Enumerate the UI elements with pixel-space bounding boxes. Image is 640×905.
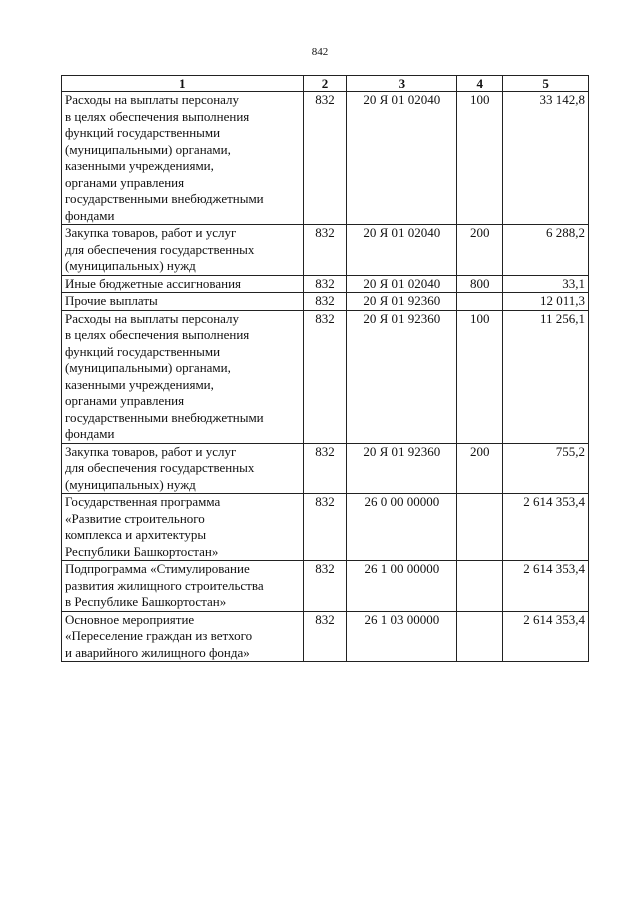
table-row [62,494,589,561]
expense-name-line: (муниципальных) нужд [65,258,196,273]
table-row [62,561,589,612]
expense-name-line: и аварийного жилищного фонда» [65,644,250,660]
header-col-2: 2 [303,76,347,92]
expense-name-line: государственными внебюджетными [65,191,264,206]
target-article-cell: 20 Я 01 92360 [347,293,457,311]
target-article-cell: 20 Я 01 02040 [347,92,457,225]
expense-name-line: функций государственными [65,125,221,140]
target-article-cell: 20 Я 01 92360 [347,443,457,494]
expense-name-cell [62,611,304,662]
expense-type-cell: 100 [457,310,503,443]
expense-type-cell: 200 [457,225,503,276]
expense-name-line: функций государственными [65,343,221,359]
expense-name-line: Закупка товаров, работ и услуг [65,225,237,240]
expense-name-cell [62,275,304,293]
ministry-code-cell: 832 [303,225,347,276]
amount-cell: 33 142,8 [503,92,589,225]
expense-name-line: Государственная программа [65,494,221,509]
amount-cell: 2 614 353,4 [503,561,589,612]
expense-name-line: Подпрограмма «Стимулирование [65,561,250,576]
expense-name-cell [62,443,304,494]
amount-cell: 11 256,1 [503,310,589,443]
target-article-cell: 20 Я 01 92360 [347,310,457,443]
expense-type-cell [457,561,503,612]
amount-cell: 12 011,3 [503,293,589,311]
table-body [62,92,589,662]
expense-name-line: казенными учреждениями, [65,376,214,392]
expense-name-line: Иные бюджетные ассигнования [65,275,242,291]
header-row [62,76,589,92]
expense-name-cell [62,225,304,276]
expense-type-cell [457,494,503,561]
table-row [62,225,589,276]
expense-name-cell [62,92,304,225]
expense-name-line: для обеспечения государственных [65,460,255,475]
budget-table [61,75,589,662]
expense-name-line: казенными учреждениями, [65,158,214,173]
table-row [62,293,589,311]
expense-type-cell: 200 [457,443,503,494]
ministry-code-cell: 832 [303,561,347,612]
header-col-3: 3 [347,76,457,92]
expense-name-cell [62,494,304,561]
expense-name-line: комплекса и архитектуры [65,527,207,542]
expense-name-cell [62,293,304,311]
ministry-code-cell: 832 [303,310,347,443]
header-col-5: 5 [503,76,589,92]
expense-name-line: «Развитие строительного [65,510,205,526]
expense-name-line: для обеспечения государственных [65,241,255,257]
expense-name-line: фондами [65,207,115,223]
amount-cell: 2 614 353,4 [503,611,589,662]
ministry-code-cell: 832 [303,293,347,311]
ministry-code-cell: 832 [303,443,347,494]
table-row [62,92,589,225]
expense-name-line: Закупка товаров, работ и услуг [65,443,237,459]
amount-cell: 755,2 [503,443,589,494]
expense-name-line: Расходы на выплаты персоналу [65,92,240,107]
expense-name-line: «Переселение граждан из ветхого [65,628,253,643]
expense-name-cell [62,561,304,612]
table-row [62,310,589,443]
table-row [62,275,589,293]
expense-name-line: в целях обеспечения выполнения [65,108,250,124]
amount-cell: 33,1 [503,275,589,293]
expense-name-line: государственными внебюджетными [65,409,264,425]
expense-name-line: Основное мероприятие [65,611,195,627]
expense-name-line: Прочие выплаты [65,293,158,308]
expense-name-line: в Республике Башкортостан» [65,594,227,609]
table-row [62,443,589,494]
target-article-cell: 20 Я 01 02040 [347,275,457,293]
page-number: 842 [311,46,329,58]
target-article-cell: 26 1 03 00000 [347,611,457,662]
expense-type-cell [457,611,503,662]
amount-cell: 2 614 353,4 [503,494,589,561]
amount-cell: 6 288,2 [503,225,589,276]
expense-name-line: фондами [65,426,115,441]
expense-name-line: (муниципальными) органами, [65,360,231,375]
expense-type-cell [457,293,503,311]
expense-name-line: Расходы на выплаты персоналу [65,310,240,326]
expense-name-line: органами управления [65,174,185,190]
expense-type-cell: 100 [457,92,503,225]
expense-name-cell [62,310,304,443]
expense-name-line: развития жилищного строительства [65,577,264,593]
ministry-code-cell: 832 [303,92,347,225]
header-col-1: 1 [62,76,304,92]
expense-name-line: в целях обеспечения выполнения [65,327,250,342]
expense-type-cell: 800 [457,275,503,293]
table-row [62,611,589,662]
expense-name-line: (муниципальных) нужд [65,476,196,492]
target-article-cell: 26 0 00 00000 [347,494,457,561]
expense-name-line: органами управления [65,393,185,408]
expense-name-line: Республики Башкортостан» [65,543,219,559]
expense-name-line: (муниципальными) органами, [65,141,231,157]
target-article-cell: 26 1 00 00000 [347,561,457,612]
target-article-cell: 20 Я 01 02040 [347,225,457,276]
ministry-code-cell: 832 [303,611,347,662]
ministry-code-cell: 832 [303,275,347,293]
header-col-4: 4 [457,76,503,92]
ministry-code-cell: 832 [303,494,347,561]
